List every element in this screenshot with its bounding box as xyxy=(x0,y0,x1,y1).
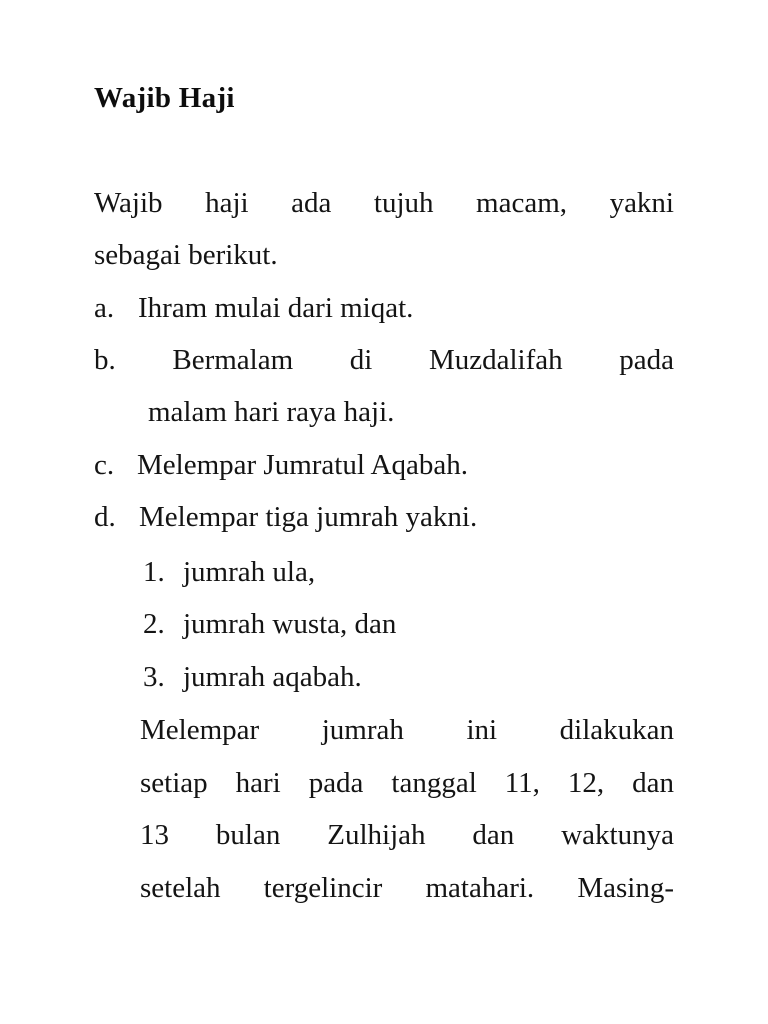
word: bulan xyxy=(215,819,281,851)
word: yakni xyxy=(609,187,674,219)
word: pada xyxy=(619,344,674,376)
word: setiap xyxy=(140,767,208,799)
sub-list-item-text: jumrah aqabah. xyxy=(183,661,362,693)
word: setelah xyxy=(140,872,221,904)
sub-list-item-text: jumrah ula, xyxy=(183,556,316,588)
word: 11, xyxy=(504,767,540,799)
word: 13 xyxy=(140,819,169,851)
list-marker: b. xyxy=(94,344,116,376)
list-item-text: Ihram mulai dari miqat. xyxy=(138,292,414,324)
list-item-b-line-1 xyxy=(94,342,674,378)
word: Wajib xyxy=(94,187,163,219)
word: 12, xyxy=(567,767,605,799)
list-item-c xyxy=(94,447,468,483)
sub-list-marker: 2. xyxy=(143,608,165,640)
word: ada xyxy=(291,187,332,219)
word: dilakukan xyxy=(559,714,674,746)
word: hari xyxy=(235,767,281,799)
list-marker: d. xyxy=(94,501,116,533)
sub-list-marker: 1. xyxy=(143,556,165,588)
word: tergelincir xyxy=(263,872,383,904)
sub-list-item-2 xyxy=(143,606,396,642)
list-marker: a. xyxy=(94,292,115,324)
word: waktunya xyxy=(561,819,674,851)
paragraph-line-1 xyxy=(140,712,674,748)
word: dan xyxy=(632,767,674,799)
list-item-text: Melempar Jumratul Aqabah. xyxy=(137,449,468,481)
paragraph-line-3 xyxy=(140,817,674,853)
word: dan xyxy=(472,819,515,851)
word: Zulhijah xyxy=(327,819,426,851)
list-item-d xyxy=(94,499,477,535)
paragraph-line-2 xyxy=(140,765,674,801)
sub-list-item-3 xyxy=(143,659,362,695)
word: macam, xyxy=(476,187,568,219)
word: matahari. xyxy=(425,872,535,904)
word: tujuh xyxy=(373,187,434,219)
sub-list-marker: 3. xyxy=(143,661,165,693)
list-item-text: Melempar tiga jumrah yakni. xyxy=(139,501,478,533)
paragraph-line-4 xyxy=(140,870,674,906)
page-title: Wajib Haji xyxy=(94,82,235,114)
word: di xyxy=(349,344,373,376)
word: Bermalam xyxy=(172,344,294,376)
word: haji xyxy=(205,187,249,219)
word: Masing- xyxy=(577,872,674,904)
sub-list-item-1 xyxy=(143,554,315,590)
word: ini xyxy=(466,714,498,746)
list-item-a xyxy=(94,290,413,326)
word: tanggal xyxy=(391,767,477,799)
list-item-b-line-2: malam hari raya haji. xyxy=(148,396,395,428)
word: Muzdalifah xyxy=(428,344,563,376)
word: jumrah xyxy=(321,714,404,746)
intro-line-2: sebagai berikut. xyxy=(94,239,278,271)
sub-list-item-text: jumrah wusta, dan xyxy=(183,608,397,640)
list-marker: c. xyxy=(94,449,115,481)
intro-line-1 xyxy=(94,185,674,221)
word: pada xyxy=(308,767,364,799)
word: Melempar xyxy=(140,714,260,746)
